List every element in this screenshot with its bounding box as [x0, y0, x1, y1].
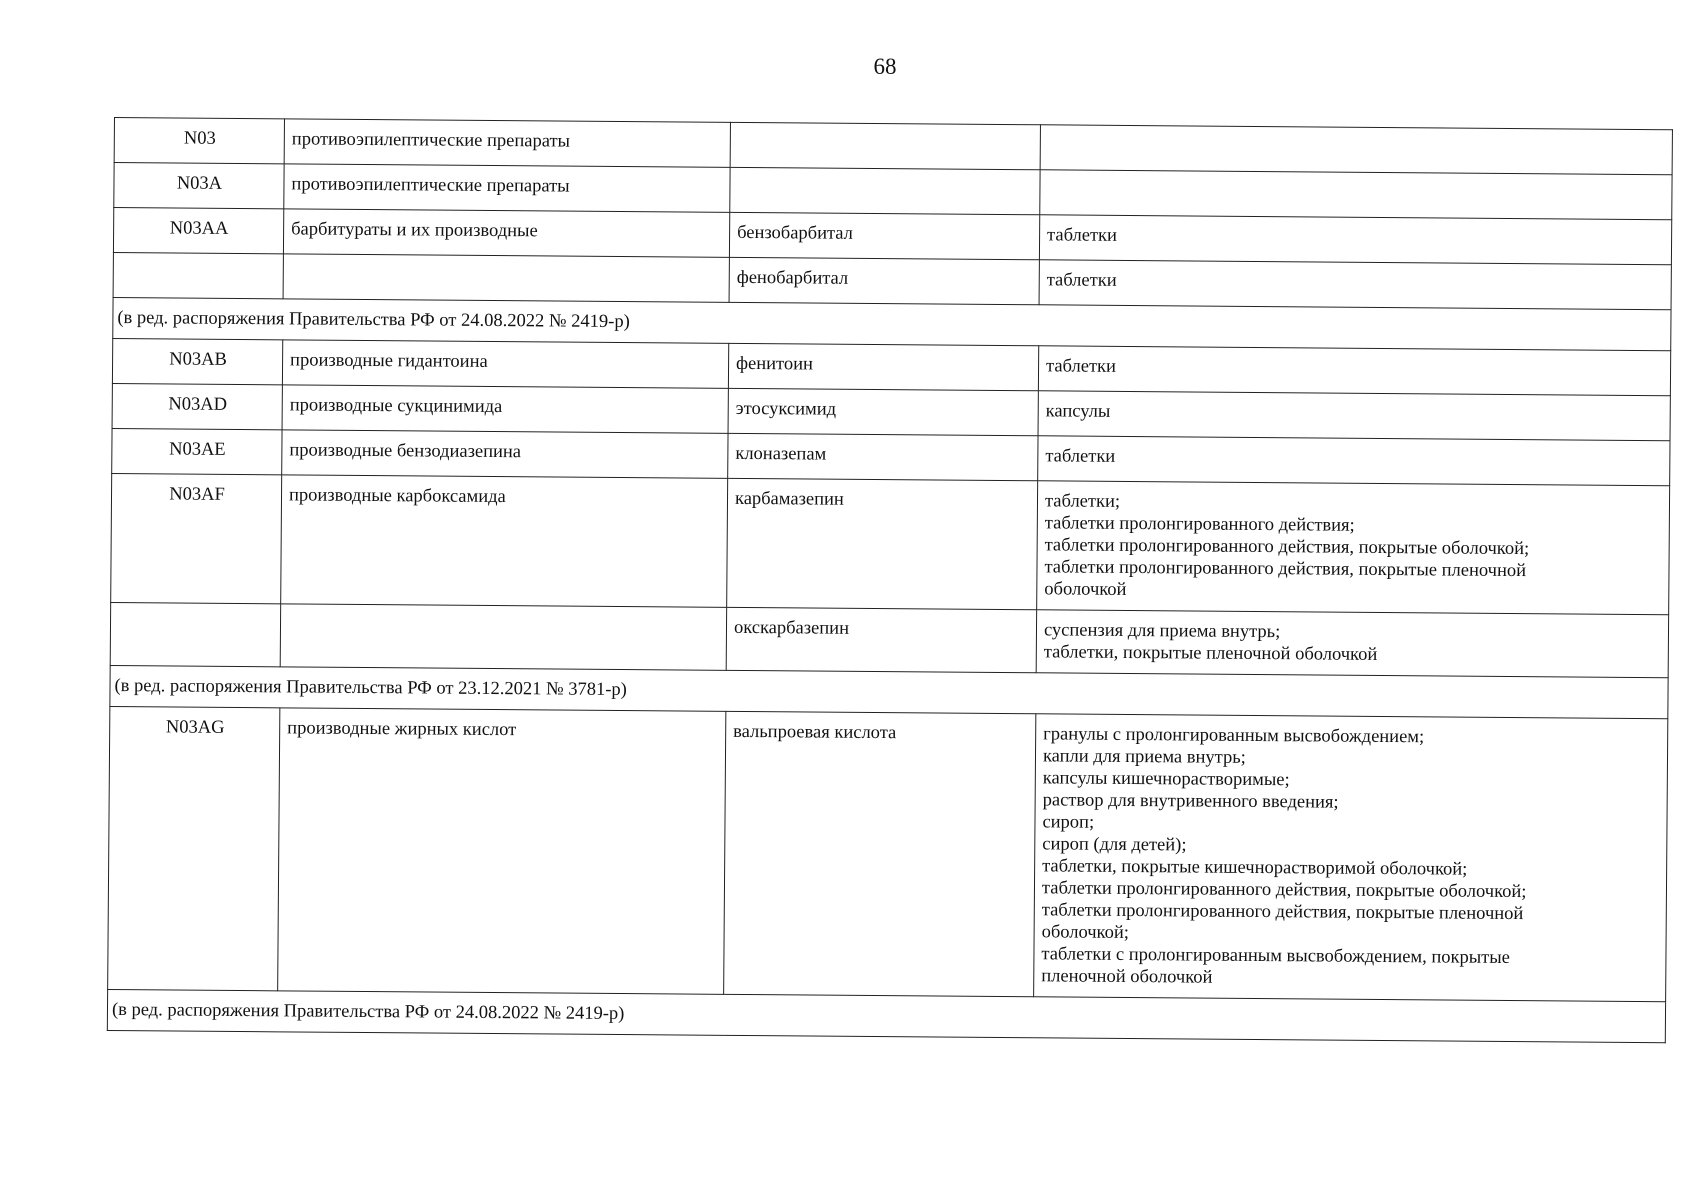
dosage-form: таблетки — [1047, 225, 1118, 246]
drug-name-cell: окскарбазепин — [726, 607, 1036, 672]
dosage-form: гранулы с пролонгированным высвобождением; — [1043, 724, 1425, 748]
dosage-form: таблетки с пролонгированным высвобождением, покрытые — [1041, 944, 1511, 968]
dosage-form: таблетки — [1045, 356, 1117, 377]
dosage-form: таблетки пролонгированного действия, покрытые оболочкой; — [1044, 535, 1530, 560]
group-name-cell: противоэпилептические препараты — [284, 164, 730, 213]
atc-code-cell: N03AF — [111, 473, 282, 603]
dosage-forms-cell — [1037, 481, 1670, 615]
group-name-cell: производные гидантоина — [282, 340, 728, 389]
drug-name-cell: клоназепам — [728, 433, 1038, 480]
dosage-form: оболочкой; — [1041, 922, 1130, 943]
dosage-form: раствор для внутривенного введения; — [1042, 790, 1339, 813]
group-name-cell: производные жирных кислот — [278, 708, 726, 994]
group-name-cell: производные бензодиазепина — [282, 430, 728, 479]
atc-code-cell: N03AG — [108, 706, 280, 990]
dosage-form: таблетки — [1045, 446, 1116, 467]
dosage-forms-cell — [1038, 346, 1670, 396]
dosage-form: таблетки пролонгированного действия; — [1044, 513, 1355, 536]
dosage-form: таблетки — [1046, 270, 1117, 291]
dosage-forms-cell — [1034, 714, 1668, 1002]
table-row — [111, 473, 1670, 614]
atc-code-cell: N03AD — [112, 383, 282, 429]
atc-code-cell: N03AB — [112, 338, 282, 384]
dosage-form: капли для приема внутрь; — [1042, 746, 1246, 768]
amendment-note: (в ред. распоряжения Правительства РФ от 24.08.2022 № 2419-р) — [113, 297, 1671, 350]
group-name-cell: производные сукцинимида — [282, 385, 728, 434]
group-name-cell — [280, 604, 726, 671]
drug-name-cell — [730, 122, 1040, 169]
atc-code-cell: N03AA — [113, 208, 283, 254]
group-name-cell: производные карбоксамида — [281, 475, 728, 607]
dosage-forms-cell — [1038, 436, 1670, 486]
amendment-note: (в ред. распоряжения Правительства РФ от 23.12.2021 № 3781-р) — [110, 665, 1668, 718]
drug-name-cell: вальпроевая кислота — [724, 711, 1036, 996]
dosage-forms-cell — [1036, 610, 1668, 678]
drug-name-cell: фенитоин — [728, 343, 1038, 390]
drug-table — [107, 117, 1673, 1043]
dosage-form: таблетки пролонгированного действия, покрытые пленочной — [1044, 557, 1527, 582]
dosage-form: сироп (для детей); — [1042, 834, 1187, 856]
dosage-form: оболочкой — [1044, 579, 1127, 600]
dosage-form: пленочной оболочкой — [1041, 966, 1213, 988]
drug-name-cell — [730, 167, 1040, 214]
group-name-cell — [283, 254, 729, 303]
table-body — [107, 118, 1672, 1043]
drug-name-cell: карбамазепин — [727, 478, 1038, 609]
amendment-note: (в ред. распоряжения Правительства РФ от 24.08.2022 № 2419-р) — [107, 989, 1665, 1042]
dosage-forms-cell — [1038, 391, 1670, 441]
dosage-form: капсулы кишечнорастворимые; — [1042, 768, 1290, 791]
drug-name-cell: этосуксимид — [728, 388, 1038, 435]
dosage-form: капсулы — [1045, 401, 1111, 422]
dosage-form: таблетки; — [1044, 491, 1121, 512]
dosage-forms-cell — [1040, 125, 1672, 175]
drug-name-cell: фенобарбитал — [729, 257, 1039, 304]
atc-code-cell: N03 — [114, 118, 284, 164]
dosage-forms-cell — [1040, 170, 1672, 220]
dosage-form: суспензия для приема внутрь; — [1043, 620, 1281, 643]
atc-code-cell — [110, 602, 280, 666]
dosage-forms-cell — [1039, 215, 1671, 265]
dosage-form: таблетки пролонгированного действия, покрытые оболочкой; — [1041, 878, 1527, 903]
table-row — [108, 706, 1668, 1001]
drug-name-cell: бензобарбитал — [729, 212, 1039, 259]
page-number: 68 — [873, 54, 897, 79]
atc-code-cell — [113, 252, 283, 298]
group-name-cell: противоэпилептические препараты — [284, 119, 730, 168]
dosage-forms-cell — [1039, 260, 1671, 310]
dosage-form: сироп; — [1042, 812, 1095, 833]
dosage-form: таблетки пролонгированного действия, покрытые пленочной — [1041, 900, 1524, 925]
dosage-form: таблетки, покрытые кишечнорастворимой оболочкой; — [1042, 856, 1468, 880]
atc-code-cell: N03A — [114, 163, 284, 209]
atc-code-cell: N03AE — [112, 428, 282, 474]
group-name-cell: барбитураты и их производные — [283, 209, 729, 258]
dosage-form: таблетки, покрытые пленочной оболочкой — [1043, 642, 1378, 665]
